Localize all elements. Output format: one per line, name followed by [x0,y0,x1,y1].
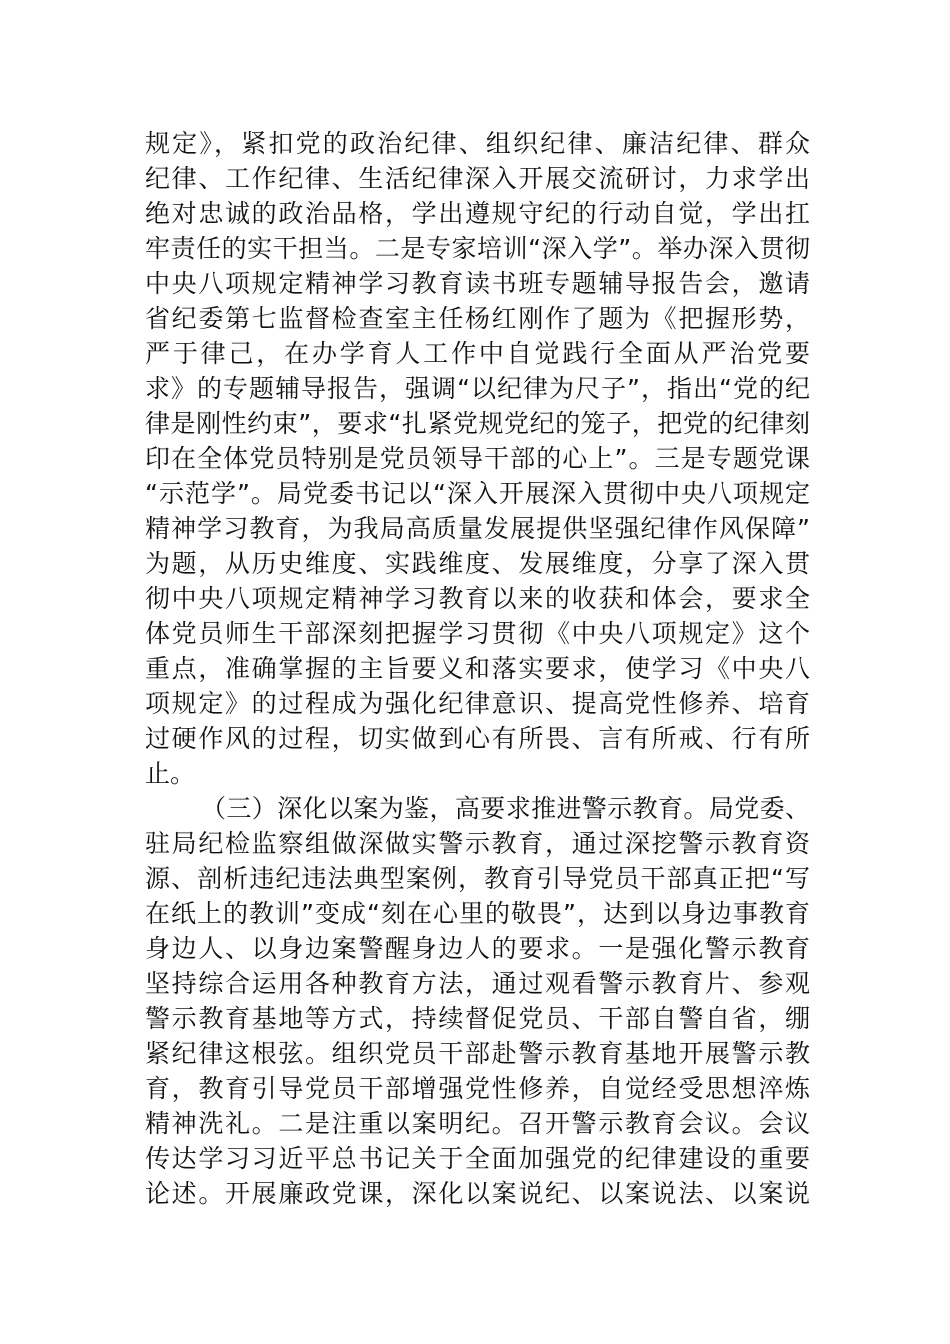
text-line: 紧纪律这根弦。组织党员干部赴警示教育基地开展警示教 [145,1039,810,1068]
text-line: 规定》，紧扣党的政治纪律、组织纪律、廉洁纪律、群众 [145,129,810,158]
text-line: 严于律己，在办学育人工作中自觉践行全面从严治党要 [145,339,810,368]
text-line: 在纸上的教训”变成“刻在心里的敬畏”，达到以身边事教育 [145,899,810,928]
text-line: 重点，准确掌握的主旨要义和落实要求，使学习《中央八 [145,654,810,683]
text-line: 牢责任的实干担当。二是专家培训“深入学”。举办深入贯彻 [145,234,810,263]
text-line: 求》的专题辅导报告，强调“以纪律为尺子”，指出“党的纪 [145,374,810,403]
text-line: 为题，从历史维度、实践维度、发展维度，分享了深入贯 [145,549,810,578]
text-line: 驻局纪检监察组做深做实警示教育，通过深挖警示教育资 [145,829,810,858]
text-line: 纪律、工作纪律、生活纪律深入开展交流研讨，力求学出 [145,164,810,193]
text-line: 精神学习教育，为我局高质量发展提供坚强纪律作风保障” [145,514,810,543]
text-line: 绝对忠诚的政治品格，学出遵规守纪的行动自觉，学出扛 [145,199,810,228]
text-line: 律是刚性约束”，要求“扎紧党规党纪的笼子，把党的纪律刻 [145,409,810,438]
section-heading-line: （三）深化以案为鉴，高要求推进警示教育。局党委、 [201,794,810,823]
text-line: 省纪委第七监督检查室主任杨红刚作了题为《把握形势， [145,304,810,333]
text-line: “示范学”。局党委书记以“深入开展深入贯彻中央八项规定 [145,479,810,508]
text-line: 源、剖析违纪违法典型案例，教育引导党员干部真正把“写 [145,864,810,893]
text-line: 体党员师生干部深刻把握学习贯彻《中央八项规定》这个 [145,619,810,648]
text-line: 传达学习习近平总书记关于全面加强党的纪律建设的重要 [145,1144,810,1173]
text-line: 身边人、以身边案警醒身边人的要求。一是强化警示教育 [145,934,810,963]
text-line: 育，教育引导党员干部增强党性修养，自觉经受思想淬炼 [145,1074,810,1103]
text-line: 坚持综合运用各种教育方法，通过观看警示教育片、参观 [145,969,810,998]
text-line: 项规定》的过程成为强化纪律意识、提高党性修养、培育 [145,689,810,718]
text-line: 止。 [145,759,196,788]
text-line: 印在全体党员特别是党员领导干部的心上”。三是专题党课 [145,444,810,473]
text-line: 警示教育基地等方式，持续督促党员、干部自警自省，绷 [145,1004,810,1033]
text-line: 过硬作风的过程，切实做到心有所畏、言有所戒、行有所 [145,724,810,753]
text-line: 彻中央八项规定精神学习教育以来的收获和体会，要求全 [145,584,810,613]
document-body-text [145,126,810,1211]
text-line: 中央八项规定精神学习教育读书班专题辅导报告会，邀请 [145,269,810,298]
text-line: 论述。开展廉政党课，深化以案说纪、以案说法、以案说 [145,1179,810,1208]
text-line: 精神洗礼。二是注重以案明纪。召开警示教育会议。会议 [145,1109,810,1138]
